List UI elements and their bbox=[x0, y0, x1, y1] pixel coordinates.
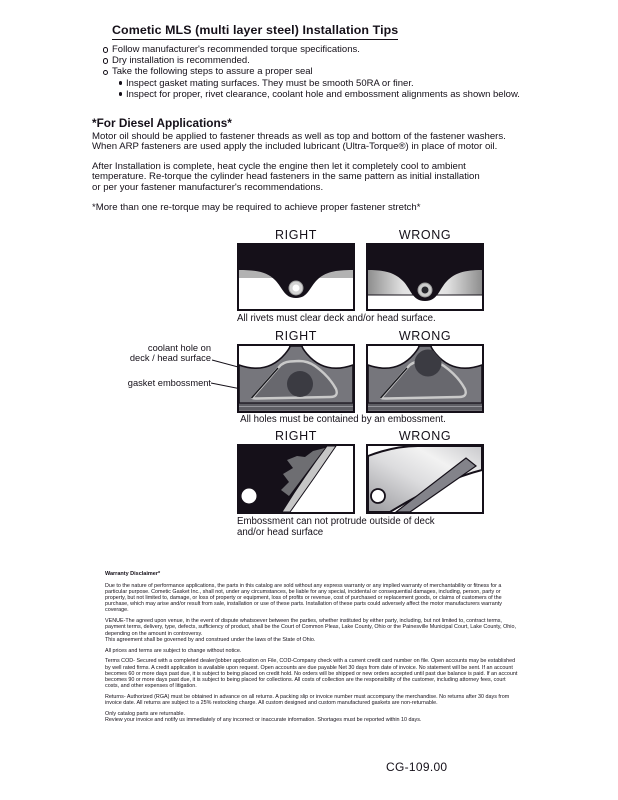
text-line: Motor oil should be applied to fastener threads as well as top and bottom of the fastener washers. bbox=[92, 131, 506, 142]
callout-line: deck / head surface bbox=[129, 352, 211, 363]
caption-line: and/or head surface bbox=[237, 527, 324, 538]
list-item bbox=[103, 44, 533, 55]
sub-list-item bbox=[103, 78, 533, 89]
diagram3-wrong-panel bbox=[366, 444, 484, 514]
diagram-rivet-clearance bbox=[237, 229, 485, 311]
diesel-section-heading: *For Diesel Applications* bbox=[92, 116, 232, 130]
list-item-text: Inspect gasket mating surfaces. They must be smooth 50RA or finer. bbox=[126, 77, 414, 89]
diagram3-right-column bbox=[237, 430, 355, 514]
callout-line: coolant hole on bbox=[147, 343, 211, 353]
wrong-label: WRONG bbox=[398, 329, 452, 343]
bullet-icon bbox=[119, 81, 123, 85]
list-item-text: Dry installation is recommended. bbox=[112, 55, 250, 67]
diagram1-right-panel bbox=[237, 243, 355, 311]
open-bullet-icon bbox=[103, 58, 108, 63]
list-item-text: Inspect for proper, rivet clearance, coolant hole and embossment alignments as shown below. bbox=[126, 88, 520, 100]
warranty-paragraph: Due to the nature of performance applications, the parts in this catalog are sold without any express warranty or any implied warranty of merchantability or fitness for a particular purpose. Cometic Gasket Inc., shall not, under any circumstances, be liable for any special, incidental or consequential damages, including, person, party or property, but not limited to, damage, or loss of property or equipment, loss of profits or revenue, cost of purchased or replacement goods, or claims of customers of the purchase, which may arise and/or result from sale, installation or use of these parts. Installation of these parts could adversely affect the motor manufacturers warranty coverage. bbox=[105, 583, 502, 614]
diesel-paragraph-2 bbox=[92, 162, 528, 193]
diagram3-wrong-column bbox=[366, 430, 484, 514]
text-line: or per your fastener manufacturer's recommendations. bbox=[92, 181, 324, 193]
text-line: temperature. Re-torque the cylinder head fasteners in the same pattern as initial installation bbox=[92, 171, 480, 183]
caption-line: Embossment can not protrude outside of deck bbox=[237, 516, 435, 527]
text-line: After Installation is complete, heat cycle the engine then let it completely cool to ambient bbox=[92, 161, 466, 172]
diagram2-caption: All holes must be contained by an embossment. bbox=[240, 414, 446, 425]
diagram2-right-panel bbox=[237, 344, 355, 413]
diagram1-caption: All rivets must clear deck and/or head surface. bbox=[237, 313, 436, 324]
bullet-icon bbox=[119, 92, 123, 96]
diagram1-wrong-column bbox=[366, 229, 484, 311]
warranty-paragraph: VENUE-The agreed upon venue, in the event of dispute whatsoever between the parties, whether instituted by either party, including, but not limited to, contract terms, payment terms, delivery, type, defects, sufficiency of product, shall be the Court of Common Pleas, Lake County, Ohio or the Painesville Municipal Court, Lake County, Ohio, depending on the amount in controversy. bbox=[105, 618, 516, 637]
warranty-paragraph: All prices and terms are subject to change without notice. bbox=[105, 647, 242, 654]
diagram-embossment-protrusion bbox=[237, 430, 485, 514]
list-item bbox=[103, 55, 533, 66]
diagram2-wrong-column bbox=[366, 330, 484, 413]
wrong-label: WRONG bbox=[398, 228, 452, 242]
warranty-paragraph: Review your invoice and notify us immediately of any incorrect or inaccurate information. Shortages must be reported within 10 days. bbox=[105, 716, 422, 723]
right-label: RIGHT bbox=[275, 228, 317, 242]
list-item bbox=[103, 66, 533, 77]
list-item-text: Follow manufacturer's recommended torque specifications. bbox=[112, 44, 360, 55]
list-item-text: Take the following steps to assure a proper seal bbox=[112, 66, 313, 78]
right-label: RIGHT bbox=[275, 329, 317, 343]
page-code: CG-109.00 bbox=[386, 760, 448, 774]
coolant-hole-callout bbox=[95, 344, 211, 363]
warranty-disclaimer-section bbox=[105, 571, 519, 723]
diagram2-right-column bbox=[237, 330, 355, 413]
retorque-note: *More than one re-torque may be required to achieve proper fastener stretch* bbox=[92, 202, 421, 213]
warranty-paragraph: Terms COD- Secured with a completed dealer/jobber application on File, COD-Company check with a current credit card number on file. Open accounts may be established by well rated firms. A credit application is available upon request. Open accounts are due payable Net 30 days from date of invoice. No statement will be sent. If an account becomes 60 or more days past due, it is subject to being placed on credit hold. No orders will be shipped or new orders accepted until past due balance is paid. If an account becomes 90 or more days past due, it is subject to being placed for collections. All costs of collection are the responsibility of the customer, including attorney fees, court costs, and other expenses of litigation. bbox=[105, 658, 518, 689]
diagram2-wrong-panel bbox=[366, 344, 484, 413]
diagram1-right-column bbox=[237, 229, 355, 311]
open-bullet-icon bbox=[103, 47, 108, 52]
sub-list-item bbox=[103, 89, 533, 100]
installation-tips-list bbox=[103, 44, 533, 100]
diagram3-right-panel bbox=[237, 444, 355, 514]
warranty-heading: Warranty Disclaimer* bbox=[105, 571, 161, 577]
warranty-paragraph: Only catalog parts are returnable. bbox=[105, 710, 186, 717]
right-label: RIGHT bbox=[275, 429, 317, 443]
warranty-paragraph: Returns- Authorized (RGA) must be obtained in advance on all returns. A packing slip or invoice number must accompany the merchandise. No returns after 30 days from invoice date. All returns are subject to a 25% restocking charge. All custom designed and custom manufactured gaskets are non-returnable. bbox=[105, 693, 510, 706]
open-bullet-icon bbox=[103, 70, 108, 75]
diagram3-caption bbox=[237, 516, 435, 538]
diagram1-wrong-panel bbox=[366, 243, 484, 311]
page-title: Cometic MLS (multi layer steel) Installation Tips bbox=[112, 23, 398, 40]
diagram-hole-embossment bbox=[237, 330, 485, 413]
warranty-paragraph: This agreement shall be governed by and construed under the laws of the State of Ohio. bbox=[105, 636, 316, 643]
gasket-embossment-callout: gasket embossment bbox=[127, 378, 211, 388]
diesel-paragraph-1 bbox=[92, 132, 528, 153]
text-line: When ARP fasteners are used apply the included lubricant (Ultra-Torque®) in place of motor oil. bbox=[92, 141, 498, 153]
wrong-label: WRONG bbox=[398, 429, 452, 443]
